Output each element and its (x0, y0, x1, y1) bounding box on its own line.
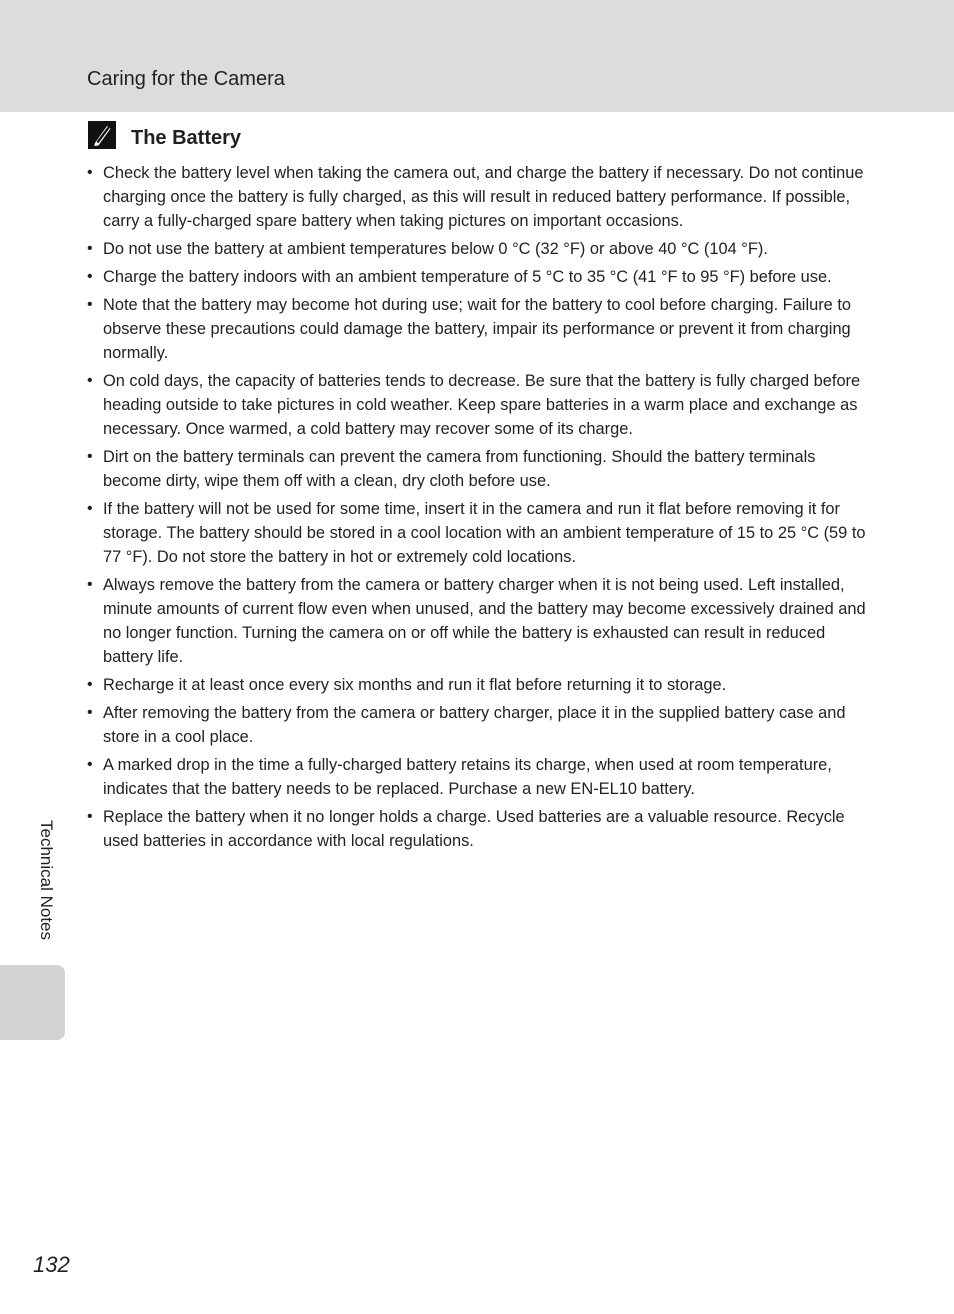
list-item (86, 673, 866, 697)
battery-precautions-list (86, 161, 866, 857)
list-item-text: A marked drop in the time a fully-charged battery retains its charge, when used at room temperature, indicates that the battery needs to be replaced. Purchase a new EN-EL10 battery. (103, 756, 832, 798)
list-item (86, 805, 866, 853)
side-section-label: Technical Notes (37, 820, 56, 941)
bullet-dot-icon: • (87, 448, 93, 465)
bullet-dot-icon: • (87, 576, 93, 593)
list-item-text: After removing the battery from the camera or battery charger, place it in the supplied battery case and store in a cool place. (103, 704, 846, 746)
list-item (86, 265, 866, 289)
list-item (86, 237, 866, 261)
bullet-dot-icon: • (87, 808, 93, 825)
list-item (86, 161, 866, 233)
list-item-text: Replace the battery when it no longer holds a charge. Used batteries are a valuable resource. Recycle used batteries in accordance with local regulations. (103, 808, 845, 850)
list-item-text: Note that the battery may become hot during use; wait for the battery to cool before charging. Failure to observe these precautions could damage the battery, impair its performance or prevent it from charging normally. (103, 296, 852, 362)
bullet-dot-icon: • (87, 372, 93, 389)
page-number: 132 (33, 1252, 70, 1277)
bullet-dot-icon: • (87, 704, 93, 721)
list-item (86, 369, 866, 441)
list-item-text: Charge the battery indoors with an ambient temperature of 5 °C to 35 °C (41 °F to 95 °F) before use. (103, 268, 832, 286)
list-item-text: Do not use the battery at ambient temperatures below 0 °C (32 °F) or above 40 °C (104 °F). (103, 240, 768, 258)
section-title: The Battery (131, 127, 242, 149)
list-item-text: On cold days, the capacity of batteries tends to decrease. Be sure that the battery is fully charged before heading outside to take pictures in cold weather. Keep spare batteries in a warm place and exchange as necessary. Once warmed, a cold battery may recover some of its charge. (103, 372, 861, 438)
bullet-dot-icon: • (87, 676, 93, 693)
bullet-dot-icon: • (87, 240, 93, 257)
bullet-dot-icon: • (87, 756, 93, 773)
list-item (86, 701, 866, 749)
list-item (86, 497, 866, 569)
list-item (86, 445, 866, 493)
bullet-dot-icon: • (87, 268, 93, 285)
bullet-dot-icon: • (87, 164, 93, 181)
bullet-dot-icon: • (87, 500, 93, 517)
note-pencil-icon (88, 121, 116, 149)
list-item-text: Check the battery level when taking the camera out, and charge the battery if necessary. Do not continue charging once the battery is fully charged, as this will result in reduced battery performance. If possible, carry a fully-charged spare battery when taking pictures on important occasions. (103, 164, 864, 230)
side-thumb-tab (0, 965, 65, 1040)
list-item-text: Recharge it at least once every six months and run it flat before returning it to storage. (103, 676, 727, 694)
list-item-text: Dirt on the battery terminals can prevent the camera from functioning. Should the battery terminals become dirty, wipe them off with a clean, dry cloth before use. (103, 448, 816, 490)
list-item (86, 573, 866, 669)
list-item (86, 293, 866, 365)
list-item-text: Always remove the battery from the camera or battery charger when it is not being used. Left installed, minute amounts of current flow even when unused, and the battery may become excessively drained and no longer function. Turning the camera on or off while the battery is exhausted can result in reduced battery life. (103, 576, 866, 666)
running-header-title: Caring for the Camera (87, 68, 285, 90)
bullet-dot-icon: • (87, 296, 93, 313)
header-band (0, 0, 954, 112)
list-item (86, 753, 866, 801)
list-item-text: If the battery will not be used for some time, insert it in the camera and run it flat before removing it for storage. The battery should be stored in a cool location with an ambient temperature of 15 to 25 °C (59 to 77 °F). Do not store the battery in hot or extremely cold locations. (103, 500, 866, 566)
